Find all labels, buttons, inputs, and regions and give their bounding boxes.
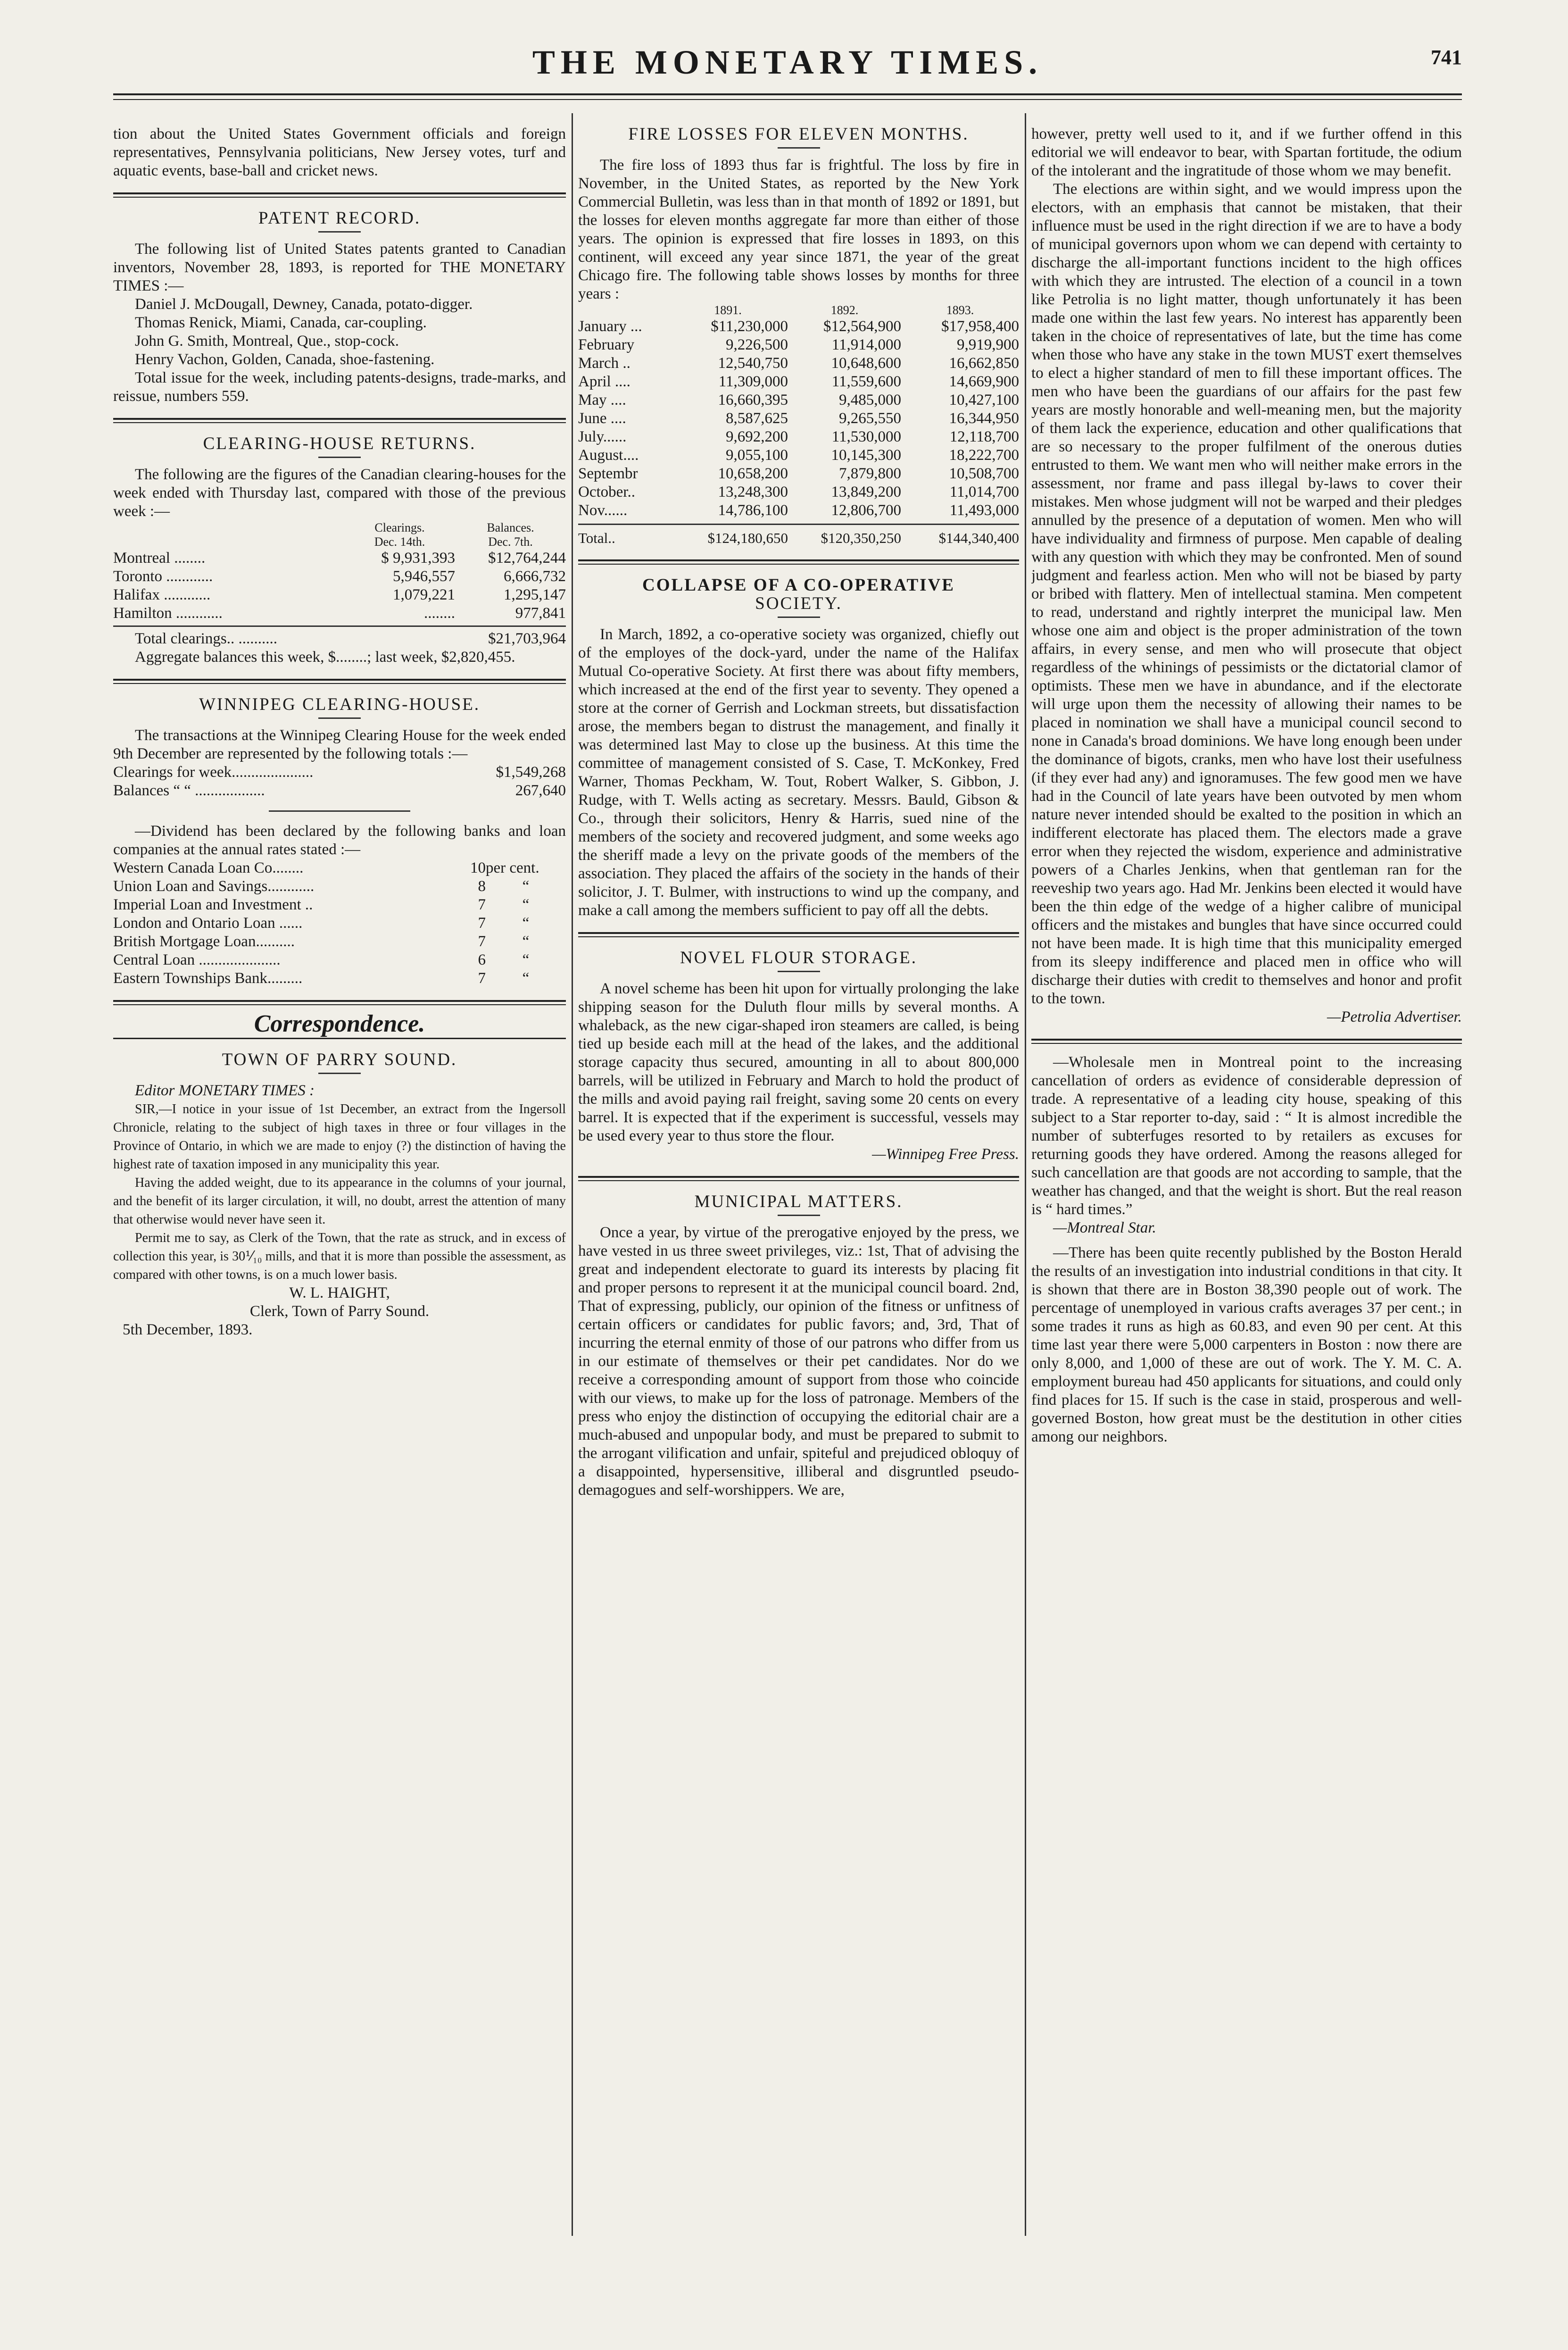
balances-col-head: Balances. bbox=[487, 521, 534, 534]
fire-table-header bbox=[578, 303, 1019, 317]
flour-storage-body: A novel scheme has been hit upon for virtually prolonging the lake shipping season for the Duluth flour mills by several months. A whaleback, as the new cigar-shaped iron steamers are called, is being tied up beside each mill at the head of the lakes, and the additional storage capacity thus secured, amounting in all to about 800,000 barrels, will be utilized in February and March to hold the product of the mills and avoid paying rail freight, saving some 20 cents on every barrel. It is expected that if the experiment is successful, vessels may be used every year to thus store the flour. bbox=[578, 980, 1019, 1144]
short-rule bbox=[778, 617, 820, 618]
flour-storage-source: —Winnipeg Free Press. bbox=[872, 1146, 1019, 1163]
patent-intro: The following list of United States patents granted to Canadian inventors, November 28, 1893, is reported for THE MONETARY TIMES :— bbox=[113, 241, 566, 294]
section-rule bbox=[113, 1000, 566, 1005]
year-1892: 1892. bbox=[830, 303, 859, 317]
patent-total: Total issue for the week, including patents-designs, trade-marks, and reissue, numbers 559. bbox=[113, 369, 566, 405]
table-row: July...... 9,692,200 11,530,000 12,118,700 bbox=[578, 428, 1019, 445]
table-row: Septembr 10,658,200 7,879,800 10,508,700 bbox=[578, 465, 1019, 482]
fire-total-row: Total.. $124,180,650 $120,350,250 $144,340,400 bbox=[578, 530, 1019, 546]
municipal-paragraph: The elections are within sight, and we would impress upon the electors, with an emphasis that cannot be mistaken, that their influence must be used in the right direction if we are to have a body of municipal governors upon whom we can depend with certainty to discharge the all-important functions incident to the high offices with which they are intrusted. The election of a council in a town like Petrolia is no light matter, though unfortunately it has been made one within the last few years. No interest has apparently been taken in the choice of representatives of late, but the time has come when those who have any stake in the town MUST exert themselves to elect a higher standard of men to fill these important offices. The men who have been the guardians of our affairs for the past few years are mostly honorable and well-meaning men, but the majority of them lack the experience, education and other qualifications that are so necessary to the proper fulfilment of the onerous duties entrusted to them. We want men who will neither make errors in the assessment, nor frame and pass illegal by-laws to cover their mistakes. Men whose judgment will not be warped and their pledges annulled by the presence of a deputation of women. Men who will have individuality and firmness of purpose. Men capable of dealing with any question with which they may be confronted. Men of sound judgment and fearless action. Men who will not be biased by party or bribed with flattery. Men of intellectual stamina. Men competent to read, understand and rightly interpret the municipal law. Men whose one aim and object is the proper administration of the town affairs, in every sense, and men who will prosecute that object regardless of the whinings of pessimists or the dictatorial clamor of optimists. These men we have in abundance, and if the electorate will urge upon them the necessity of allowing their names to be placed in nomination we shall have a municipal council second to none in Canada's broad dominions. We have long enough been under the dominance of bigots, cranks, men who have lost their usefulness (if they ever had any) and ignoramuses. The few good men we have had in the Council of late years have been outvoted by men whom nature never intended should be exalted to the position in which an indifferent electorate has placed them. The electors made a grave error when they rejected the wisdom, experience and administrative powers of a Charles Jenkins, when that gentleman ran for the reeveship two years ago. Had Mr. Jenkins been elected it would have been the thin edge of the wedge of a higher calibre of municipal officers and the mistakes and bungles that have since occurred could not have been made. It is high time that this municipality emerged from its sleepy indifference and placed men in office who will discharge their duties with credit to themselves and honor and profit to the town. bbox=[1031, 181, 1462, 1007]
clearing-house-heading: CLEARING-HOUSE RETURNS. bbox=[203, 434, 476, 453]
table-row: February 9,226,500 11,914,000 9,919,900 bbox=[578, 336, 1019, 353]
section-rule bbox=[113, 418, 566, 423]
aggregate-balances: Aggregate balances this week, $........; last week, $2,820,455. bbox=[135, 649, 515, 666]
clearing-total-row: Total clearings.. .......... $21,703,964 bbox=[135, 630, 566, 647]
short-rule bbox=[318, 1073, 361, 1074]
montreal-star-source: —Montreal Star. bbox=[1053, 1219, 1156, 1236]
short-rule bbox=[318, 717, 361, 719]
winnipeg-intro: The transactions at the Winnipeg Clearing House for the week ended 9th December are represented by the following totals :— bbox=[113, 727, 566, 762]
balances-date: Dec. 7th. bbox=[488, 535, 533, 549]
flour-storage-heading: NOVEL FLOUR STORAGE. bbox=[680, 948, 917, 967]
table-row: June .... 8,587,625 9,265,550 16,344,950 bbox=[578, 410, 1019, 427]
letter-salutation: Editor MONETARY TIMES : bbox=[135, 1082, 315, 1099]
column-3 bbox=[1031, 125, 1462, 2233]
page-number: 741 bbox=[1431, 46, 1462, 69]
masthead bbox=[113, 43, 1462, 81]
section-rule bbox=[1031, 1039, 1462, 1044]
table-row: Toronto ............ 5,946,557 6,666,732 bbox=[113, 568, 566, 585]
clearings-date: Dec. 14th. bbox=[374, 535, 425, 549]
section-rule bbox=[578, 932, 1019, 937]
table-row: October.. 13,248,300 13,849,200 11,014,700 bbox=[578, 483, 1019, 500]
clearings-col-head: Clearings. bbox=[374, 521, 425, 534]
boston-paragraph: —There has been quite recently published by the Boston Herald the results of an investigation into industrial conditions in that city. It is shown that there are in Boston 38,390 people out of work. The percentage of unemployed in various crafts averages 37 per cent.; in some trades it runs as high as 60.83, and even 90 per cent. At this time last year there were 5,000 carpenters in Boston : now there are only 8,000, and 1,000 of these are out of work. The Y. M. C. A. employment bureau had 450 applicants for situations, and could only find places for 15. If such is the case in staid, prosperous and well-governed Boston, how great must be the destitution in other cities among our neighbors. bbox=[1031, 1244, 1462, 1445]
patent-record-heading: PATENT RECORD. bbox=[258, 208, 421, 228]
total-rule bbox=[578, 524, 1019, 525]
table-row: Western Canada Loan Co........ 10 per cent. bbox=[113, 859, 539, 876]
newspaper-title: THE MONETARY TIMES. bbox=[532, 43, 1043, 81]
municipal-body: Once a year, by virtue of the prerogative enjoyed by the press, we have vested in us three sweet privileges, viz.: 1st, That of advising the great and independent electorate to guard its interests by placing fit and proper persons to represent it at the municipal council board. 2nd, That of expressing, publicly, our opinion of the fitness or unfitness of certain officers or candidates for public favors; and, 3rd, That of incurring the eternal enmity of those of our patrons who differ from us in our estimate of themselves or their pet candidates. Nor do we receive a corresponding amount of support from those who coincide with our views, to make up for the loss of patronage. Members of the press who enjoy the distinction of occupying the editorial chair are a much-abused and unpopular body, and must be prepared to submit to the arrogant vilification and unfair, spiteful and prejudiced obloquy of a disappointed, hypersensitive, illiberal and disgruntled pseudo-demagogues and self-worshippers. We are, bbox=[578, 1224, 1019, 1499]
wholesale-paragraph: —Wholesale men in Montreal point to the increasing cancellation of orders as evidence of considerable depression of trade. A representative of a leading city house, speaking of this subject to a Star reporter to-day, said : “ It is almost incredible the number of subterfuges resorted to by retailers as excuses for returning goods they have ordered. Among the reasons alleged for such cancellation are that goods are not according to sample, that the weather has changed, and that the weight is short. But the real reason is “ hard times.” bbox=[1031, 1054, 1462, 1218]
table-row: British Mortgage Loan.......... 7 “ bbox=[113, 933, 530, 950]
table-row: March .. 12,540,750 10,648,600 16,662,850 bbox=[578, 355, 1019, 372]
short-rule bbox=[778, 971, 820, 972]
letter-paragraph: Having the added weight, due to its appearance in the columns of your journal, and the benefit of its larger circulation, it will, no doubt, arrest the attention of many that otherwise would never have seen it. bbox=[113, 1175, 566, 1227]
section-rule bbox=[113, 1038, 566, 1039]
letter-signature: W. L. HAIGHT, bbox=[289, 1284, 390, 1301]
column-divider bbox=[572, 113, 573, 2236]
table-row: Nov...... 14,786,100 12,806,700 11,493,000 bbox=[578, 502, 1019, 519]
winnipeg-heading: WINNIPEG CLEARING-HOUSE. bbox=[199, 695, 481, 714]
short-rule bbox=[318, 231, 361, 233]
table-row: August.... 9,055,100 10,145,300 18,222,700 bbox=[578, 447, 1019, 464]
dividend-intro: —Dividend has been declared by the following banks and loan companies at the annual rates stated :— bbox=[113, 823, 566, 858]
column-divider bbox=[1025, 113, 1026, 2236]
patent-item: Thomas Renick, Miami, Canada, car-coupling. bbox=[135, 314, 427, 331]
patent-item: John G. Smith, Montreal, Que., stop-cock. bbox=[135, 333, 399, 350]
collapse-body: In March, 1892, a co-operative society was organized, chiefly out of the employes of the dock-yard, under the name of the Halifax Mutual Co-operative Society. At first there was about fifty members, which increased at the end of the first year to seventy. They opened a store at the corner of Gerrish and Lockman streets, but dissatisfaction arose, the members began to distrust the management, and finally it was determined last May to close up the business. At this time the committee of management consisted of S. Case, T. McKonkey, Fred Warner, Thomas Peckham, W. Tout, Robert Walker, S. Gibbon, J. Rudge, with T. Wells acting as secretary. Messrs. Bauld, Gibson & Co., through their solicitors, Henry & Harris, sued nine of the members of the society and recovered judgment, and some weeks ago the sheriff made a levy on the private goods of the members of the association. They placed the affairs of the society in the hands of their solicitor, J. T. Bulmer, with instructions to wind up the company, and make a call among the members sufficient to pay off all the debts. bbox=[578, 626, 1019, 919]
collapse-heading: COLLAPSE OF A CO-OPERATIVE bbox=[642, 575, 955, 595]
table-row: Clearings for week..................... $1,549,268 bbox=[113, 764, 566, 781]
table-row: Eastern Townships Bank......... 7 “ bbox=[113, 970, 530, 987]
patent-item: Daniel J. McDougall, Dewney, Canada, potato-digger. bbox=[135, 296, 473, 313]
fire-losses-heading: FIRE LOSSES FOR ELEVEN MONTHS. bbox=[628, 125, 969, 144]
short-rule bbox=[778, 1215, 820, 1216]
municipal-continuation: however, pretty well used to it, and if we further offend in this editorial we will endeavor to bear, with Spartan fortitude, the odium of the intolerant and the ingratitude of those whom we may benefit. bbox=[1031, 125, 1462, 179]
total-rule bbox=[113, 625, 566, 627]
table-row: January ... $11,230,000 $12,564,900 $17,958,400 bbox=[578, 318, 1019, 335]
clearing-table-header bbox=[113, 521, 566, 535]
table-row: Balances “ “ .................. 267,640 bbox=[113, 782, 566, 799]
clearing-table-subheader bbox=[113, 535, 566, 549]
letter-signature-title: Clerk, Town of Parry Sound. bbox=[249, 1303, 430, 1320]
letter-date: 5th December, 1893. bbox=[123, 1321, 253, 1338]
short-rule bbox=[778, 147, 820, 149]
table-row: Imperial Loan and Investment .. 7 “ bbox=[113, 896, 530, 913]
column-1 bbox=[113, 125, 566, 2233]
table-row: Montreal ........ $ 9,931,393 $12,764,244 bbox=[113, 550, 566, 567]
masthead-rule-thin bbox=[113, 99, 1462, 100]
table-row: Union Loan and Savings............ 8 “ bbox=[113, 878, 530, 895]
collapse-heading-2: SOCIETY. bbox=[755, 594, 842, 613]
parry-sound-heading: TOWN OF PARRY SOUND. bbox=[222, 1050, 457, 1069]
petrolia-source: —Petrolia Advertiser. bbox=[1327, 1008, 1462, 1025]
table-row: Halifax ............ 1,079,221 1,295,147 bbox=[113, 586, 566, 603]
correspondence-heading: Correspondence. bbox=[254, 1010, 425, 1037]
short-rule bbox=[269, 810, 410, 812]
fire-losses-intro: The fire loss of 1893 thus far is frightful. The loss by fire in November, in the United States, as reported by the New York Commercial Bulletin, was less than in that month of 1892 or 1891, but the losses for eleven months aggregate far more than either of those years. The opinion is expressed that fire losses in 1893, on this continent, will exceed any year since 1871, the year of the great Chicago fire. The following table shows losses by months for three years : bbox=[578, 157, 1019, 302]
table-row: May .... 16,660,395 9,485,000 10,427,100 bbox=[578, 392, 1019, 408]
section-rule bbox=[578, 1176, 1019, 1181]
short-rule bbox=[318, 457, 361, 458]
section-rule bbox=[113, 192, 566, 198]
table-row: Central Loan ..................... 6 “ bbox=[113, 951, 530, 968]
letter-paragraph: Permit me to say, as Clerk of the Town, that the rate as struck, and in excess of collection this year, is 30⅟₁₀ mills, and that it is more than possible the assessment, as compared with other towns, is on a much lower basis. bbox=[113, 1231, 566, 1282]
patent-item: Henry Vachon, Golden, Canada, shoe-fastening. bbox=[135, 351, 435, 368]
municipal-heading: MUNICIPAL MATTERS. bbox=[694, 1192, 903, 1211]
table-row: April .... 11,309,000 11,559,600 14,669,900 bbox=[578, 373, 1019, 390]
table-row: Hamilton ............ ........ 977,841 bbox=[113, 605, 566, 622]
year-1891: 1891. bbox=[714, 303, 742, 317]
article-continuation: tion about the United States Government officials and foreign representatives, Pennsylvania politicians, New Jersey votes, turf and aquatic events, base-ball and cricket news. bbox=[113, 125, 566, 179]
table-row: London and Ontario Loan ...... 7 “ bbox=[113, 915, 530, 932]
letter-paragraph: SIR,—I notice in your issue of 1st December, an extract from the Ingersoll Chronicle, relating to the subject of high taxes in three or four villages in the Province of Ontario, in which we are made to enjoy (?) the distinction of having the highest rate of taxation imposed in any municipality this year. bbox=[113, 1102, 566, 1172]
section-rule bbox=[578, 559, 1019, 565]
year-1893: 1893. bbox=[946, 303, 974, 317]
clearing-intro: The following are the figures of the Canadian clearing-houses for the week ended with Thursday last, compared with those of the previous week :— bbox=[113, 466, 566, 520]
masthead-rule bbox=[113, 93, 1462, 95]
column-2 bbox=[578, 125, 1019, 2233]
section-rule bbox=[113, 679, 566, 684]
